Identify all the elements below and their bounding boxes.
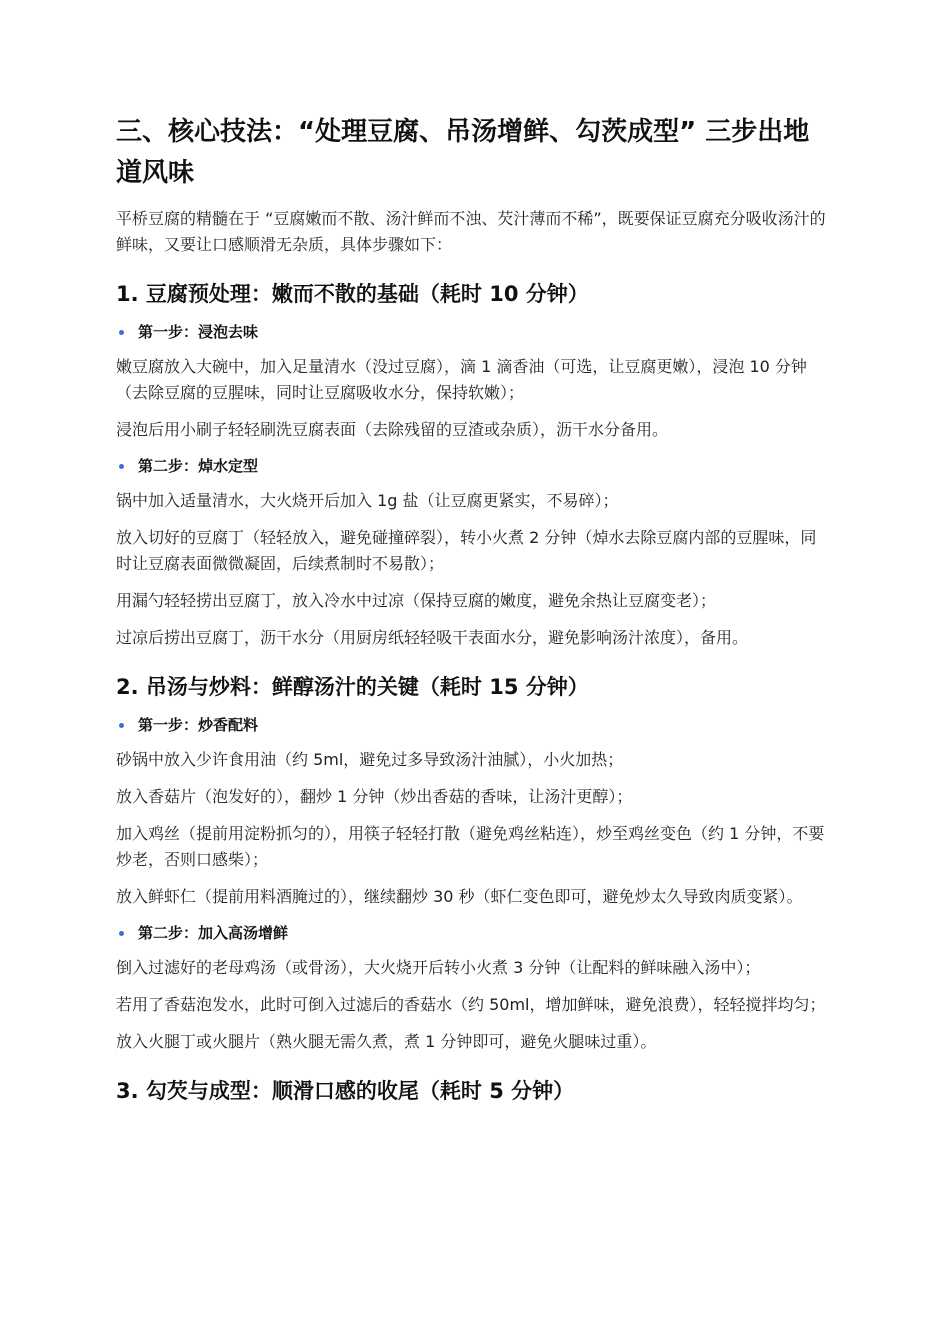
step-line: 倒入过滤好的老母鸡汤（或骨汤），大火烧开后转小火煮 3 分钟（让配料的鲜味融入汤中）； — [116, 958, 761, 977]
step-line: 浸泡后用小刷子轻轻刷洗豆腐表面（去除残留的豆渣或杂质），沥干水分备用。 — [116, 420, 669, 439]
step-label — [116, 454, 832, 478]
step-line: 锅中加入适量清水，大火烧开后加入 1g 盐（让豆腐更紧实，不易碎）； — [116, 491, 619, 510]
subsection-heading: 3. 勾芡与成型：顺滑口感的收尾（耗时 5 分钟） — [116, 1079, 575, 1103]
step-line: 放入鲜虾仁（提前用料酒腌过的），继续翻炒 30 秒（虾仁变色即可，避免炒太久导致肉质变紧）。 — [116, 887, 803, 906]
bullet-icon — [119, 464, 124, 469]
step-line: 过凉后捞出豆腐丁，沥干水分（用厨房纸轻轻吸干表面水分，避免影响汤汁浓度），备用。 — [116, 628, 749, 647]
step-label-text: 第一步：炒香配料 — [138, 716, 259, 734]
step-label — [116, 921, 832, 945]
step-label — [116, 320, 832, 344]
step-label-text: 第二步：焯水定型 — [138, 457, 259, 475]
section-thicken-and-finish — [116, 1075, 832, 1107]
bullet-icon — [119, 931, 124, 936]
section-tofu-prep — [116, 278, 832, 651]
step-line: 加入鸡丝（提前用淀粉抓匀的），用筷子轻轻打散（避免鸡丝粘连），炒至鸡丝变色（约 1 分钟，不要炒老，否则口感柴）； — [116, 824, 825, 869]
step-label-text: 第二步：加入高汤增鲜 — [138, 924, 289, 942]
section-title: 三、核心技法：“处理豆腐、吊汤增鲜、勾茨成型” 三步出地道风味 — [116, 117, 810, 188]
subsection-heading: 2. 吊汤与炒料：鲜醇汤汁的关键（耗时 15 分钟） — [116, 675, 589, 699]
step-line: 放入香菇片（泡发好的），翻炒 1 分钟（炒出香菇的香味，让汤汁更醇）； — [116, 787, 633, 806]
step-line: 若用了香菇泡发水，此时可倒入过滤后的香菇水（约 50ml，增加鲜味，避免浪费），轻轻搅拌均匀； — [116, 995, 826, 1014]
bullet-icon — [119, 330, 124, 335]
intro-paragraph: 平桥豆腐的精髓在于 “豆腐嫩而不散、汤汁鲜而不浊、芡汁薄而不稀”，既要保证豆腐充分吸收汤汁的鲜味，又要让口感顺滑无杂质，具体步骤如下： — [116, 209, 826, 254]
subsection-heading: 1. 豆腐预处理：嫩而不散的基础（耗时 10 分钟） — [116, 282, 589, 306]
step-line: 砂锅中放入少许食用油（约 5ml，避免过多导致汤汁油腻），小火加热； — [116, 750, 624, 769]
step-line: 嫩豆腐放入大碗中，加入足量清水（没过豆腐），滴 1 滴香油（可选，让豆腐更嫩），浸泡 10 分钟（去除豆腐的豆腥味，同时让豆腐吸收水分，保持软嫩）； — [116, 357, 807, 402]
step-label-text: 第一步：浸泡去味 — [138, 323, 259, 341]
section-stock-and-stirfry — [116, 671, 832, 1055]
step-label — [116, 713, 832, 737]
bullet-icon — [119, 723, 124, 728]
step-line: 放入切好的豆腐丁（轻轻放入，避免碰撞碎裂），转小火煮 2 分钟（焯水去除豆腐内部的豆腥味，同时让豆腐表面微微凝固，后续煮制时不易散）； — [116, 528, 817, 573]
step-line: 用漏勺轻轻捞出豆腐丁，放入冷水中过凉（保持豆腐的嫩度，避免余热让豆腐变老）； — [116, 591, 717, 610]
step-line: 放入火腿丁或火腿片（熟火腿无需久煮，煮 1 分钟即可，避免火腿味过重）。 — [116, 1032, 657, 1051]
